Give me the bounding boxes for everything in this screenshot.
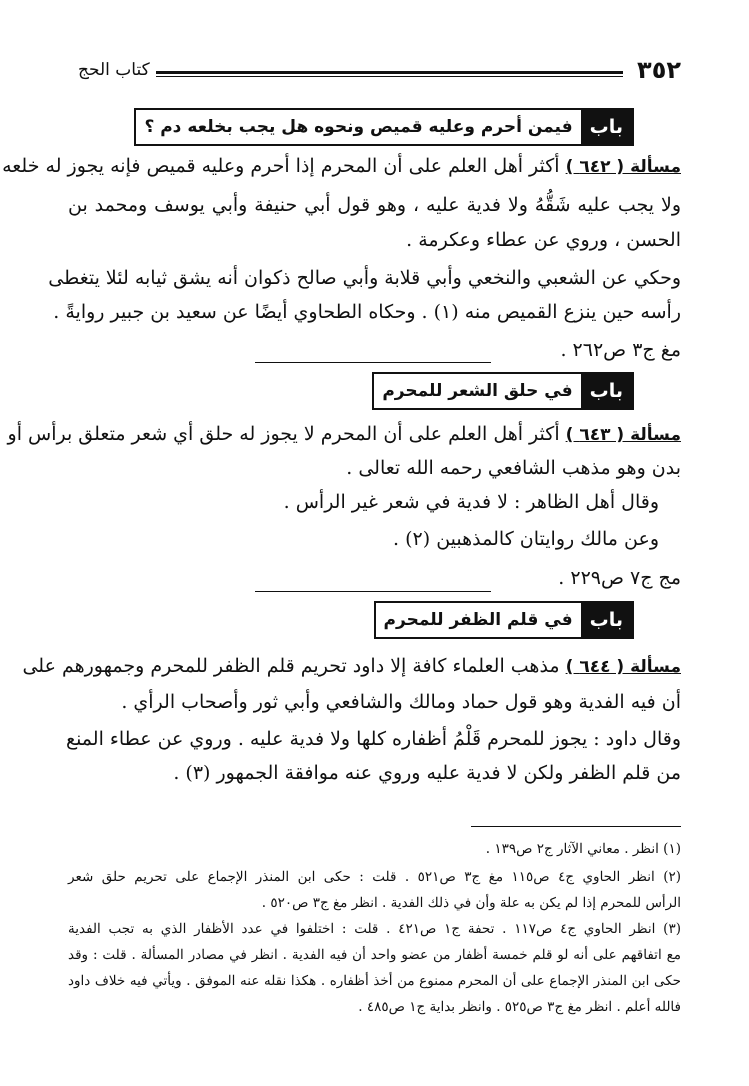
paragraph-line: مسألة ( ٦٤٢ ) أكثر أهل العلم على أن المحرم إذا أحرم وعليه قميص فإنه يجوز له خلعه: [2, 155, 681, 177]
page-header: [78, 52, 681, 86]
chapter-title: في حلق الشعر للمحرم: [382, 381, 573, 401]
masala-number: مسألة ( ٦٤٤ ): [565, 657, 681, 677]
chapter-label: باب: [581, 110, 632, 144]
divider: [255, 591, 491, 592]
source-reference: مج ج٧ ص٢٢٩ .: [558, 567, 681, 589]
masala-number: مسألة ( ٦٤٣ ): [565, 425, 681, 445]
paragraph-line: بدن وهو مذهب الشافعي رحمه الله تعالى .: [346, 457, 681, 479]
paragraph-line: أن فيه الفدية وهو قول حماد ومالك والشافعي وأبي ثور وأصحاب الرأي .: [121, 691, 681, 713]
chapter-label: باب: [581, 374, 632, 408]
footnote-line: (٢) انظر الحاوي ج٤ ص١١٥ مغ ج٣ ص٥٢١ . قلت : حكى ابن المنذر الإجماع على تحريم حلق شعر: [68, 869, 682, 885]
footnote-line: (٣) انظر الحاوي ج٤ ص١١٧ . تحفة ج١ ص٤٢١ . قلت : اختلفوا في عدد الأظفار الذي به تجب الفدية: [68, 921, 681, 937]
footnote-separator: [471, 826, 681, 827]
book-title: كتاب الحج: [78, 60, 150, 80]
divider: [255, 362, 491, 363]
paragraph-line: مسألة ( ٦٤٤ ) مذهب العلماء كافة إلا داود تحريم قلم الظفر للمحرم وجمهورهم على: [22, 655, 681, 677]
page-number: ٣٥٢: [637, 56, 681, 84]
chapter-heading-1: [134, 108, 634, 146]
paragraph-line: وقال داود : يجوز للمحرم قَلْمُ أظفاره كلها ولا فدية عليه . وروي عن عطاء المنع: [65, 728, 681, 750]
chapter-heading-3: [374, 601, 634, 639]
source-reference: مغ ج٣ ص٢٦٢ .: [560, 339, 681, 361]
chapter-label: باب: [581, 603, 632, 637]
header-rule: [156, 71, 623, 77]
paragraph-line: رأسه حين ينزع القميص منه (١) . وحكاه الطحاوي أيضًا عن سعيد بن جبير روايةً .: [53, 301, 681, 323]
paragraph-line: وقال أهل الظاهر : لا فدية في شعر غير الرأس .: [283, 491, 659, 513]
footnote-line: حكى ابن المنذر الإجماع على أن المحرم ممنوع من أخذ أظفاره . هكذا نقله عنه الموفق . ويأتي فيه خلاف داود: [68, 973, 681, 989]
footnote-line: (١) انظر . معاني الآثار ج٢ ص١٣٩ .: [485, 841, 681, 857]
chapter-title: فيمن أحرم وعليه قميص ونحوه هل يجب بخلعه دم ؟: [144, 117, 573, 137]
paragraph-line: الحسن ، وروي عن عطاء وعكرمة .: [406, 229, 681, 251]
masala-number: مسألة ( ٦٤٢ ): [565, 157, 681, 177]
chapter-title: في قلم الظفر للمحرم: [383, 610, 573, 630]
chapter-heading-2: [372, 372, 634, 410]
footnote-line: مع اتفاقهم على أنه لو قلم خمسة أظفار من عضو واحد أن فيه الفدية . انظر في مصادر المسألة . قلت : وقد: [68, 947, 681, 963]
paragraph-line: وحكي عن الشعبي والنخعي وأبي قلابة وأبي صالح ذكوان أنه يشق ثيابه لئلا يتغطى: [48, 267, 681, 289]
paragraph-line: مسألة ( ٦٤٣ ) أكثر أهل العلم على أن المحرم لا يجوز له حلق أي شعر متعلق برأس أو: [7, 423, 681, 445]
footnote-line: فالله أعلم . انظر مغ ج٣ ص٥٢٥ . وانظر بداية ج١ ص٤٨٥ .: [358, 999, 681, 1015]
paragraph-line: وعن مالك روايتان كالمذهبين (٢) .: [393, 528, 659, 550]
footnote-line: الرأس للمحرم إذا لم يكن به علة وأن في ذلك الفدية . انظر مغ ج٣ ص٥٢٠ .: [261, 895, 681, 911]
paragraph-line: ولا يجب عليه شَقُّهُ ولا فدية عليه ، وهو قول أبي حنيفة وأبي يوسف ومحمد بن: [68, 194, 681, 216]
paragraph-line: من قلم الظفر ولكن لا فدية عليه وروي عنه موافقة الجمهور (٣) .: [173, 762, 681, 784]
